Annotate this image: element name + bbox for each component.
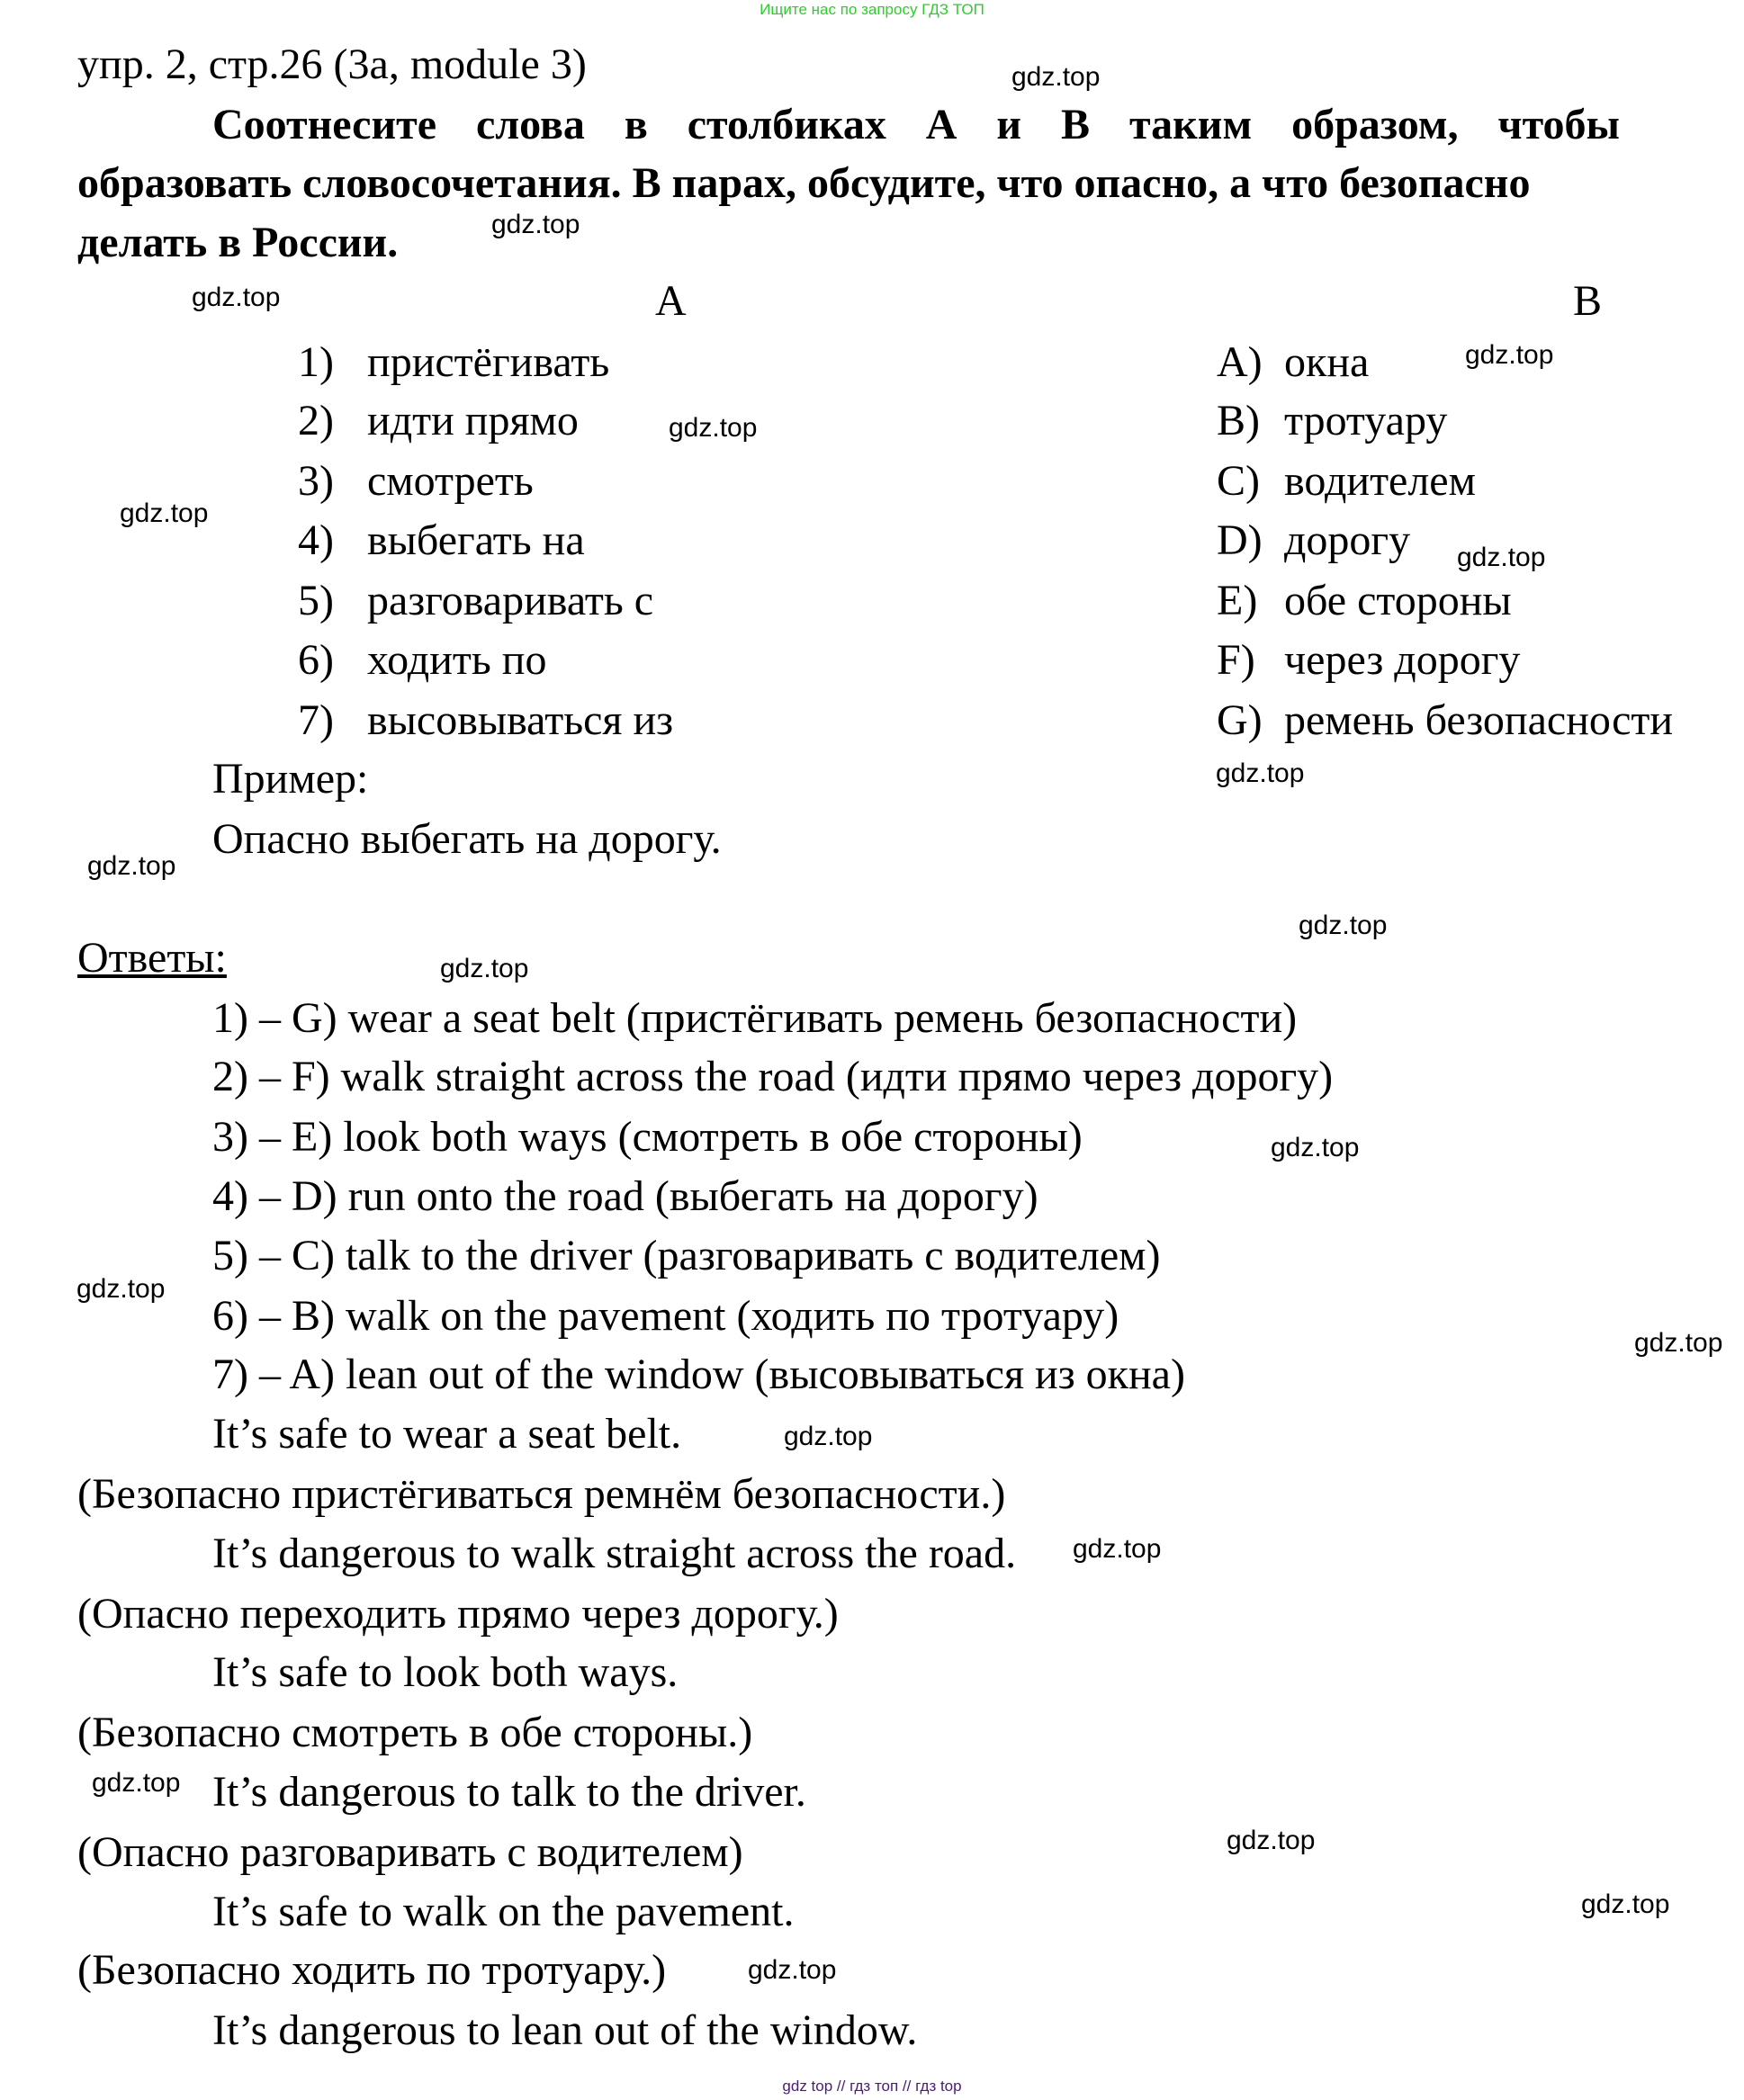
b-item-letter: D) (1217, 516, 1263, 564)
watermark: gdz.top (669, 413, 758, 443)
b-item-text: тротуару (1284, 397, 1448, 444)
watermark: gdz.top (784, 1422, 873, 1451)
top-banner-link[interactable]: Ищите нас по запросу ГДЗ ТОП (760, 1, 984, 18)
example-label: Пример: (212, 755, 369, 803)
sentence-russian: (Безопасно ходить по тротуару.) (77, 1946, 667, 1994)
a-item-number: 5) (298, 577, 334, 624)
b-item-letter: B) (1217, 397, 1260, 444)
b-item-text: ремень безопасности (1284, 696, 1674, 744)
a-item-number: 7) (298, 696, 334, 744)
watermark: gdz.top (76, 1274, 166, 1304)
a-item-text: пристёгивать (367, 338, 610, 386)
b-item-letter: C) (1217, 457, 1260, 505)
footer-link[interactable]: gdz top // гдз топ // гдз top (782, 2078, 962, 2095)
watermark: gdz.top (87, 851, 176, 881)
answer-line: 5) – C) talk to the driver (разговаривать с водителем) (212, 1232, 1161, 1279)
watermark: gdz.top (1581, 1889, 1670, 1919)
column-b-header: B (1573, 277, 1603, 325)
watermark: gdz.top (1465, 340, 1554, 370)
task-line-1: Соотнесите слова в столбиках А и В таким образом, чтобы (212, 101, 1620, 148)
example-text: Опасно выбегать на дорогу. (212, 815, 722, 863)
watermark: gdz.top (1457, 543, 1546, 572)
watermark: gdz.top (120, 498, 209, 528)
watermark: gdz.top (440, 954, 529, 983)
answer-line: 7) – A) lean out of the window (высовываться из окна) (212, 1351, 1185, 1398)
task-line-3: делать в России. (77, 219, 399, 266)
answer-line: 2) – F) walk straight across the road (идти прямо через дорогу) (212, 1053, 1334, 1100)
a-item-text: смотреть (367, 457, 534, 505)
answers-heading: Ответы: (77, 934, 227, 982)
b-item-letter: A) (1217, 338, 1263, 386)
b-item-text: через дорогу (1284, 636, 1521, 684)
a-item-text: выбегать на (367, 516, 585, 564)
column-a-header: A (655, 277, 687, 325)
b-item-text: обе стороны (1284, 577, 1512, 624)
watermark: gdz.top (1216, 758, 1305, 788)
task-line-2: образовать словосочетания. В парах, обсудите, что опасно, а что безопасно (77, 159, 1531, 207)
watermark: gdz.top (748, 1955, 837, 1985)
watermark: gdz.top (491, 210, 580, 239)
sentence-english: It’s dangerous to talk to the driver. (212, 1768, 806, 1816)
a-item-number: 6) (298, 636, 334, 684)
sentence-russian: (Опасно переходить прямо через дорогу.) (77, 1590, 839, 1638)
watermark: gdz.top (1227, 1826, 1316, 1855)
watermark: gdz.top (1271, 1133, 1360, 1162)
sentence-english: It’s dangerous to walk straight across the road. (212, 1530, 1017, 1577)
answer-line: 6) – B) walk on the pavement (ходить по тротуару) (212, 1292, 1119, 1340)
a-item-text: ходить по (367, 636, 547, 684)
a-item-text: разговаривать с (367, 577, 654, 624)
exercise-title: упр. 2, стр.26 (3a, module 3) (77, 40, 587, 88)
a-item-number: 4) (298, 516, 334, 564)
sentence-english: It’s dangerous to lean out of the window. (212, 2006, 918, 2054)
answer-line: 1) – G) wear a seat belt (пристёгивать ремень безопасности) (212, 994, 1298, 1042)
b-item-text: водителем (1284, 457, 1476, 505)
watermark: gdz.top (1011, 62, 1101, 92)
a-item-text: высовываться из (367, 696, 674, 744)
watermark: gdz.top (1073, 1534, 1162, 1564)
a-item-number: 3) (298, 457, 334, 505)
sentence-russian: (Безопасно смотреть в обе стороны.) (77, 1709, 753, 1756)
watermark: gdz.top (1634, 1328, 1723, 1358)
sentence-english: It’s safe to walk on the pavement. (212, 1888, 795, 1935)
answer-line: 3) – E) look both ways (смотреть в обе стороны) (212, 1113, 1083, 1161)
watermark: gdz.top (1299, 911, 1388, 940)
sentence-russian: (Опасно разговаривать с водителем) (77, 1828, 743, 1876)
b-item-text: окна (1284, 338, 1370, 386)
watermark: gdz.top (92, 1768, 181, 1798)
a-item-number: 2) (298, 397, 334, 444)
b-item-letter: G) (1217, 696, 1263, 744)
b-item-letter: E) (1217, 577, 1258, 624)
b-item-text: дорогу (1284, 516, 1411, 564)
watermark: gdz.top (192, 283, 281, 312)
b-item-letter: F) (1217, 636, 1255, 684)
a-item-text: идти прямо (367, 397, 579, 444)
sentence-english: It’s safe to wear a seat belt. (212, 1410, 682, 1458)
answer-line: 4) – D) run onto the road (выбегать на дорогу) (212, 1172, 1038, 1220)
a-item-number: 1) (298, 338, 334, 386)
sentence-russian: (Безопасно пристёгиваться ремнём безопасности.) (77, 1470, 1006, 1518)
sentence-english: It’s safe to look both ways. (212, 1648, 679, 1696)
